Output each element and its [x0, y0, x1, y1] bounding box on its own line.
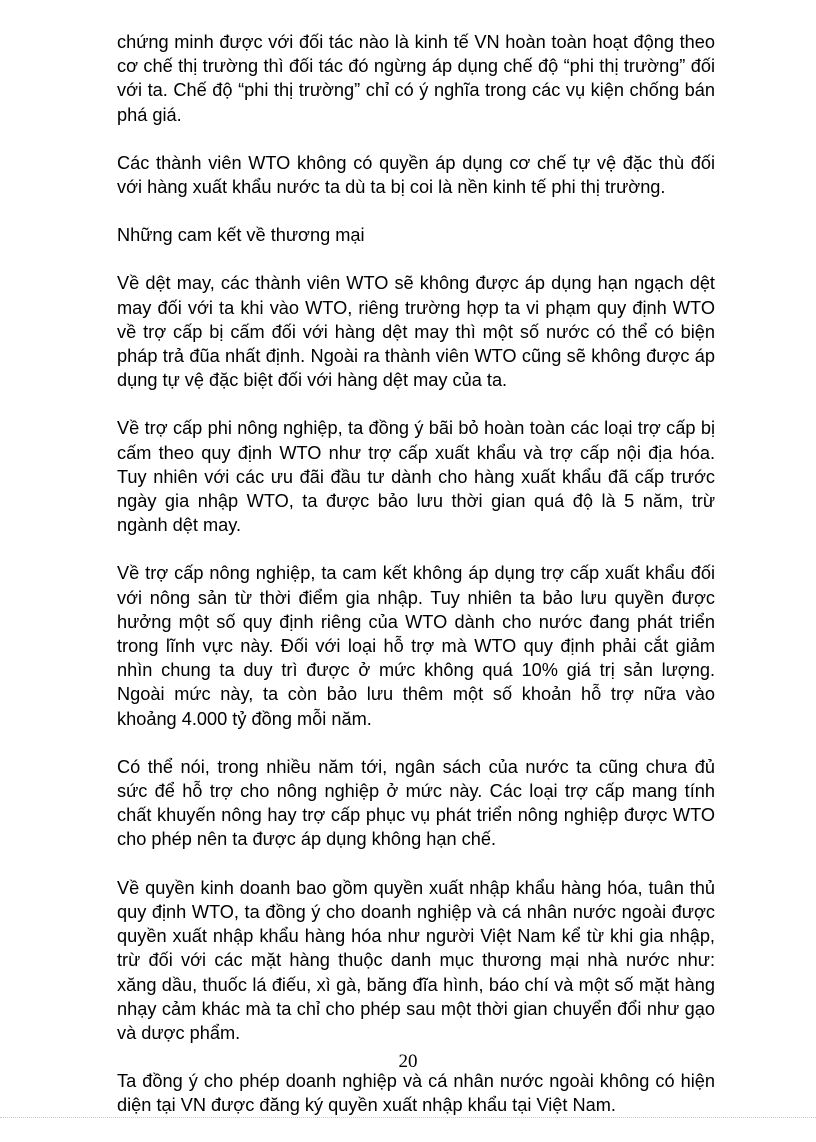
paragraph-textiles: Về dệt may, các thành viên WTO sẽ không được áp dụng hạn ngạch dệt may đối với ta khi vào WTO, riêng trường hợp ta vi phạm quy định WTO về trợ cấp bị cấm đối với hàng dệt may thì một số nước có thể có biện pháp trả đũa nhất định. Ngoài ra thành viên WTO cũng sẽ không được áp dụng tự vệ đặc biệt đối với hàng dệt may của ta. — [117, 273, 715, 391]
paragraph-foreign-registration: Ta đồng ý cho phép doanh nghiệp và cá nhân nước ngoài không có hiện diện tại VN được đăng ký quyền xuất nhập khẩu tại Việt Nam. — [117, 1071, 715, 1116]
document-body — [117, 30, 715, 1142]
page-bottom-divider — [0, 1117, 816, 1118]
paragraph-trading-rights: Về quyền kinh doanh bao gồm quyền xuất nhập khẩu hàng hóa, tuân thủ quy định WTO, ta đồng ý cho doanh nghiệp và cá nhân nước ngoài được quyền xuất nhập khẩu hàng hóa như người Việt Nam kể từ khi gia nhập, trừ đối với các mặt hàng thuộc danh mục thương mại nhà nước như: xăng dầu, thuốc lá điếu, xì gà, băng đĩa hình, báo chí và một số mặt hàng nhạy cảm khác mà ta chỉ cho phép sau một thời gian chuyển đổi như gạo và dược phẩm. — [117, 877, 715, 1043]
paragraph-agricultural-subsidies: Về trợ cấp nông nghiệp, ta cam kết không áp dụng trợ cấp xuất khẩu đối với nông sản từ thời điểm gia nhập. Tuy nhiên ta bảo lưu quyền được hưởng một số quy định riêng của WTO dành cho nước đang phát triển trong lĩnh vực này. Đối với loại hỗ trợ mà WTO quy định phải cắt giảm nhìn chung ta duy trì được ở mức không quá 10% giá trị sản lượng. Ngoài mức này, ta còn bảo lưu thêm một số khoản hỗ trợ nữa vào khoảng 4.000 tỷ đồng mỗi năm. — [117, 563, 715, 729]
page-number: 20 — [398, 1051, 418, 1072]
paragraph-budget-capacity: Có thể nói, trong nhiều năm tới, ngân sách của nước ta cũng chưa đủ sức để hỗ trợ cho nông nghiệp ở mức này. Các loại trợ cấp mang tính chất khuyến nông hay trợ cấp phục vụ phát triển nông nghiệp được WTO cho phép nên ta được áp dụng không hạn chế. — [117, 756, 715, 850]
paragraph-market-economy-status: chứng minh được với đối tác nào là kinh tế VN hoàn toàn hoạt động theo cơ chế thị trường thì đối tác đó ngừng áp dụng chế độ “phi thị trường” đối với ta. Chế độ “phi thị trường” chỉ có ý nghĩa trong các vụ kiện chống bán phá giá. — [117, 32, 715, 125]
section-heading-trade-commitments: Những cam kết về thương mại — [117, 225, 365, 246]
paragraph-safeguard-mechanism: Các thành viên WTO không có quyền áp dụng cơ chế tự vệ đặc thù đối với hàng xuất khẩu nước ta dù ta bị coi là nền kinh tế phi thị trường. — [117, 152, 715, 198]
paragraph-non-agricultural-subsidies: Về trợ cấp phi nông nghiệp, ta đồng ý bãi bỏ hoàn toàn các loại trợ cấp bị cấm theo quy định WTO như trợ cấp xuất khẩu và trợ cấp nội địa hóa. Tuy nhiên với các ưu đãi đầu tư dành cho hàng xuất khẩu đã cấp trước ngày gia nhập WTO, ta được bảo lưu thời gian quá độ là 5 năm, trừ ngành dệt may. — [117, 418, 715, 536]
